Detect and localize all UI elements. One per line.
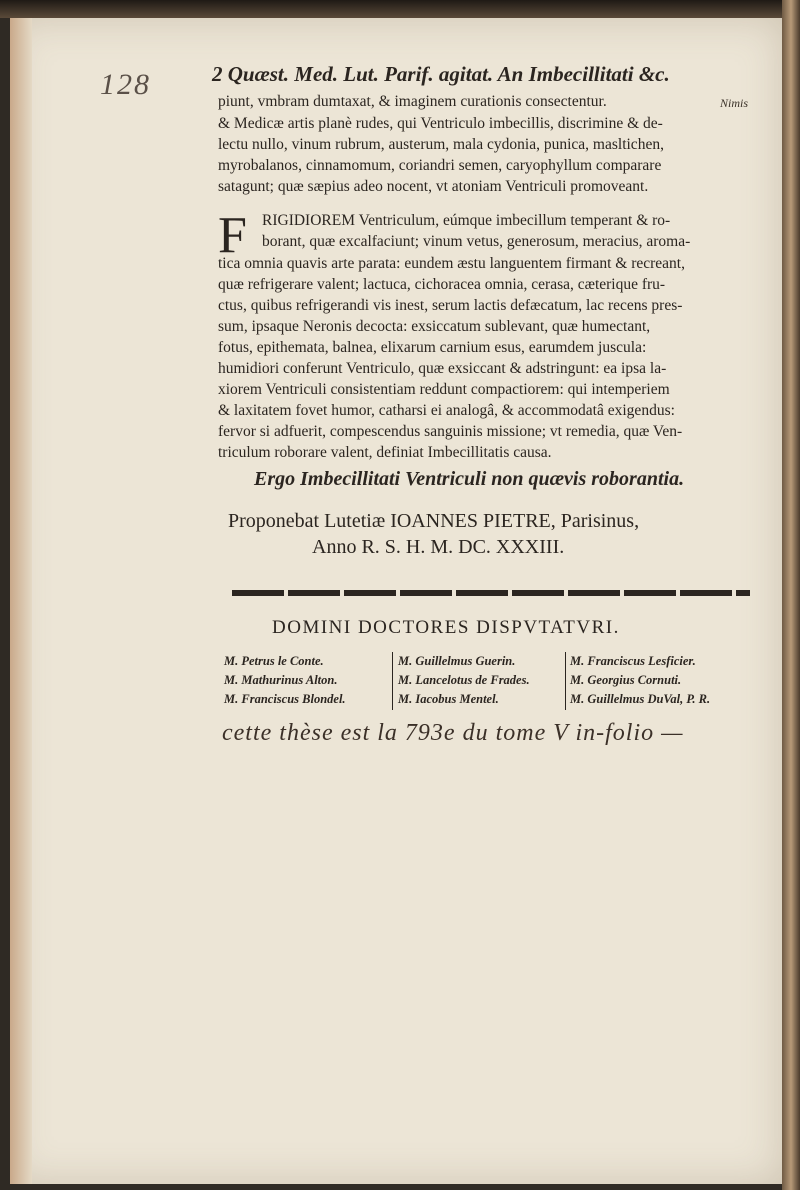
margin-note: Nimis: [720, 96, 749, 110]
paragraph1-line: lectu nullo, vinum rubrum, austerum, mala cydonia, punica, masltichen,: [218, 136, 664, 153]
gutter-shadow: [10, 18, 32, 1184]
conclusion: Ergo Imbecillitati Ventriculi non quævis roborantia.: [254, 468, 685, 490]
date-line: Anno R. S. H. M. DC. XXXIII.: [312, 536, 565, 558]
paragraph2-line: fotus, epithemata, balnea, elixarum carnium esus, earumdem juscula:: [218, 339, 647, 356]
paragraph2-line: triculum roborare valent, definiat Imbecillitatis causa.: [218, 444, 552, 461]
handwritten-note: cette thèse est la 793e du tome V in-folio —: [222, 720, 684, 746]
column-separator: [565, 652, 566, 710]
column-separator: [392, 652, 393, 710]
paragraph1-line: piunt, vmbram dumtaxat, & imaginem curationis consectentur.: [218, 93, 607, 110]
doctor-name: M. Guillelmus Guerin.: [398, 654, 516, 668]
doctor-name: M. Petrus le Conte.: [224, 654, 324, 668]
paragraph1-line: & Medicæ artis planè rudes, qui Ventriculo imbecillis, discrimine & de-: [218, 115, 663, 132]
paragraph2-line: sum, ipsaque Neronis decocta: exsiccatum sublevant, quæ humectant,: [218, 318, 651, 335]
ornamental-rule: [232, 590, 750, 596]
paragraph2-line: & laxitatem fovet humor, catharsi ei analogâ, & accommodatâ exigendus:: [218, 402, 675, 419]
paragraph2-line: humidiori conferunt Ventriculo, quæ exsiccant & adstringunt: ea ipsa la-: [218, 360, 667, 377]
paragraph2-line: fervor si adfuerit, compescendus sanguinis missione; vt remedia, quæ Ven-: [218, 423, 683, 440]
paragraph2-line: tica omnia quavis arte parata: eundem æstu languentem firmant & recreant,: [218, 255, 685, 272]
book-top-edge: [0, 0, 800, 18]
running-header: 2 Quæst. Med. Lut. Parif. agitat. An Imbecillitati &c.: [212, 62, 670, 86]
handwritten-folio-number: 128: [100, 68, 151, 101]
doctors-heading: DOMINI DOCTORES DISPVTATVRI.: [272, 617, 620, 638]
doctor-name: M. Franciscus Lesficier.: [570, 654, 696, 668]
book-fore-edge: [782, 0, 800, 1190]
paragraph2-line: xiorem Ventriculi consistentiam reddunt compactiorem: qui intemperiem: [218, 381, 670, 398]
paragraph1-line: myrobalanos, cinnamomum, coriandri semen, caryophyllum comparare: [218, 157, 662, 174]
doctor-name: M. Lancelotus de Frades.: [398, 673, 530, 687]
paragraph2-line: ctus, quibus refrigerandi vis inest, serum lactis defæcatum, lac recens pres-: [218, 297, 683, 314]
paragraph2-line: quæ refrigerare valent; lactuca, cichoracea omnia, cerasa, cæterique fru-: [218, 276, 666, 293]
doctor-name: M. Georgius Cornuti.: [570, 673, 682, 687]
doctor-name: M. Mathurinus Alton.: [224, 673, 338, 687]
paragraph1-line: satagunt; quæ sæpius adeo nocent, vt atoniam Ventriculi promoveant.: [218, 178, 649, 195]
doctor-name: M. Guillelmus DuVal, P. R.: [570, 692, 711, 706]
drop-capital: F: [218, 207, 247, 264]
doctor-name: M. Iacobus Mentel.: [398, 692, 499, 706]
doctor-name: M. Franciscus Blondel.: [224, 692, 346, 706]
paragraph2-line: borant, quæ excalfaciunt; vinum vetus, generosum, meracius, aroma-: [262, 233, 691, 250]
proposer-line: Proponebat Lutetiæ IOANNES PIETRE, Parisinus,: [228, 510, 640, 532]
paragraph2-line: RIGIDIOREM Ventriculum, eúmque imbecillum temperant & ro-: [262, 212, 671, 229]
